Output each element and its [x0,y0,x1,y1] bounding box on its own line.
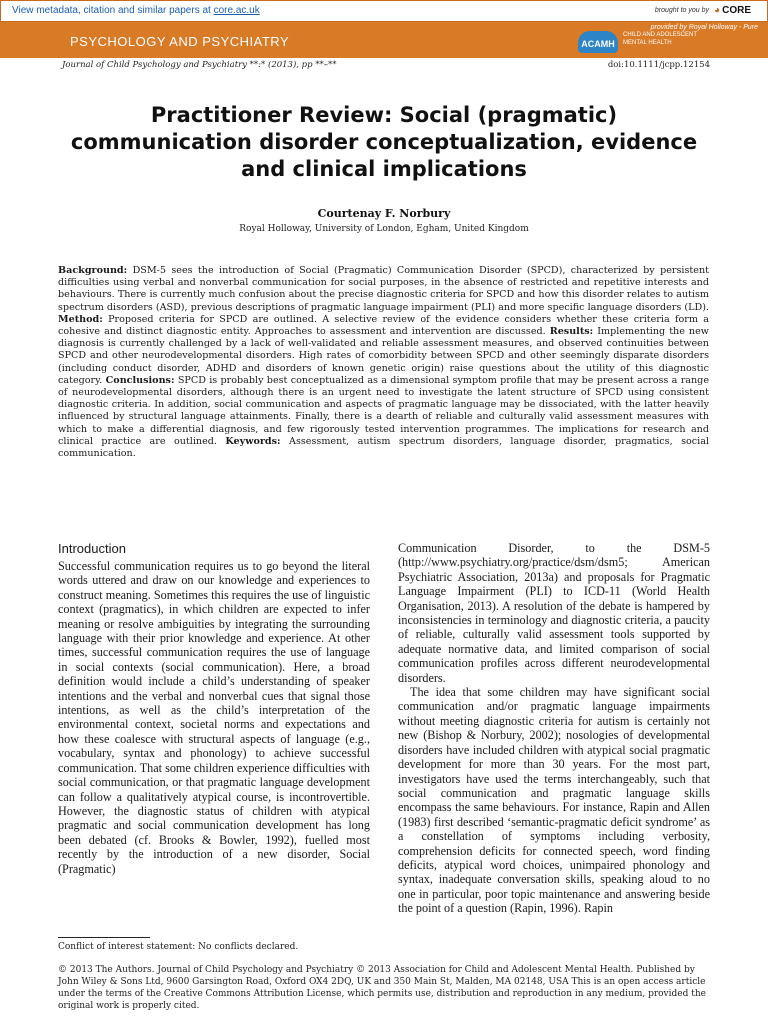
abstract [58,265,709,460]
acamh-subtitle: CHILD AND ADOLESCENT MENTAL HEALTH [623,32,697,46]
doi[interactable]: doi:10.1111/jcpp.12154 [607,60,710,70]
core-logo[interactable] [714,5,751,16]
background-label: Background: [58,265,128,276]
author-name: Courtenay F. Norbury [317,207,451,220]
method-label: Method: [58,313,103,325]
introduction-paragraph: Successful communication requires us to go beyond the literal words uttered and draw on our knowledge and experiences to construct meaning. Sometimes this requires the use of linguistic context (pragmatics), in which children are expected to infer meaning or resolve ambiguities by integrating the surrounding language with their prior knowledge and experience. At other times, successful communication requires the use of language in social contexts (social communication). Here, a broad definition would include a child’s understanding of speaker intentions and the verbal and nonverbal cues that signal those intentions, as well as the child’s interpretation of the environmental context, societal norms and expectations and how these coalesce with structural aspects of language (e.g., vocabulary, syntax and phonology) to achieve successful communication. That some children experience difficulties with social communication, or that pragmatic language development can follow a qualitatively atypical course, is incontrovertible. However, the diagnostic status of children with atypical pragmatic and social communication development has long been debated (cf. Brooks & Bowler, 1992), fuelled most recently by the introduction of a new disorder, Social (Pragmatic) [58,559,370,876]
article-title: Practitioner Review: Social (pragmatic) communication disorder conceptualization, evidence and clinical implications [70,103,698,181]
body-column-right [398,541,710,916]
core-metadata-link[interactable] [12,5,260,16]
footnote-divider [58,937,150,938]
keywords-text: Assessment, autism spectrum disorders, language disorder, pragmatics, social communication. [58,435,709,460]
conclusions-text: SPCD is probably best conceptualized as a dimensional symptom profile that may be present across a range of neurodevelopmental disorders, although there is an urgent need to investigate the latent structure of SPCD using consistent diagnostic criteria. In addition, social communication and aspects of pragmatic language may be dissociated, with the latter heavily influenced by structural language attainments. Finally, there is a dearth of reliable and culturally valid assessment measures with which to make a differential diagnosis, and few rigorously tested intervention programmes. The implications for research and clinical practice are outlined. [58,374,710,447]
core-link-prefix: View metadata, citation and similar papers at [12,5,214,16]
body-paragraph-1: Communication Disorder, to the DSM-5 (http://www.psychiatry.org/practice/dsm/dsm5; American Psychiatric Association, 2013a) and proposals for Pragmatic Language Impairment (PLI) to ICD-11 (World Health Organisation, 2013). A resolution of the debate is hampered by inconsistencies in terminology and diagnostic criteria, a paucity of reliable, culturally valid assessment tools supported by adequate normative data, and limited comparison of social communication profiles across different neurodevelopmental disorders. [398,541,710,685]
brought-by-text: brought to you by [654,7,709,14]
journal-header-band [0,22,768,58]
results-text: Implementing the new diagnosis is currently challenged by a lack of well-validated and reliable assessment measures, and observed continuities between SPCD and other neurodevelopmental disorders. High rates of comorbidity between SPCD and other seemingly disparate disorders (including conduct disorder, ADHD and disorders of known genetic origin) raise questions about the utility of this diagnostic category. [58,326,709,386]
core-link-site[interactable]: core.ac.uk [213,5,260,16]
copyright-notice: © 2013 The Authors. Journal of Child Psychology and Psychiatry © 2013 Association for Child and Adolescent Mental Health. Published by John Wiley & Sons Ltd, 9600 Garsington Road, Oxford OX4 2DQ, UK and 350 Main St, Malden, MA 02148, USA This is an open access article under the terms of the Creative Commons Attribution License, which permits use, distribution and reproduction in any medium, provided the original work is properly cited. [58,965,706,1011]
keywords-label: Keywords: [225,435,281,447]
body-paragraph-2: The idea that some children may have significant social communication and/or pragmatic language impairments without meeting diagnostic criteria for autism is certainly not new (Bishop & Norbury, 2002); nosologies of developmental disorders have included children with atypical social pragmatic development for more than 30 years. For the most part, investigators have used the terms interchangeably, such that social communication and pragmatic language skills encompass the same behaviours. For instance, Rapin and Allen (1983) first described ‘semantic-pragmatic deficit syndrome’ as a constellation of symptoms including verbosity, comprehension deficits for connected speech, word finding deficits, atypical word choices, unimpaired phonology and syntax, inadequate conversation skills, speaking aloud to no one in particular, poor topic maintenance and answering beside the point of a question (Rapin, 1996). Rapin [398,685,710,916]
introduction-heading: Introduction [58,541,126,556]
author-affiliation: Royal Holloway, University of London, Egham, United Kingdom [239,224,529,234]
core-logo-icon: ◕ [714,5,721,16]
core-banner [0,0,768,22]
background-text: DSM-5 sees the introduction of Social (Pragmatic) Communication Disorder (SPCD), characterized by persistent difficulties using verbal and nonverbal communication for social purposes, in the absence of restricted and repetitive interests and behaviours. There is currently much confusion about the precise diagnostic criteria for SPCD and how this disorder relates to autism spectrum disorders (ASD), previous descriptions of pragmatic language impairment (PLI) and more specific language disorders (LD). [58,265,709,313]
results-label: Results: [549,326,594,338]
journal-citation: Journal of Child Psychology and Psychiatry **:* (2013), pp **–** [62,60,337,70]
provided-by-text: provided by Royal Holloway - Pure [650,24,758,31]
acamh-logo: ACAMH [578,31,618,53]
body-column-left [58,541,370,876]
conflict-of-interest-footnote: Conflict of interest statement: No conflicts declared. [58,942,299,952]
core-logo-text: CORE [722,5,751,16]
journal-name: PSYCHOLOGY AND PSYCHIATRY [70,34,290,49]
method-text: Proposed criteria for SPCD are outlined. A selective review of the evidence considers whether these criteria form a cohesive and distinct diagnostic entity. Approaches to assessment and intervention are discussed. [58,313,709,338]
conclusions-label: Conclusions: [105,374,175,386]
